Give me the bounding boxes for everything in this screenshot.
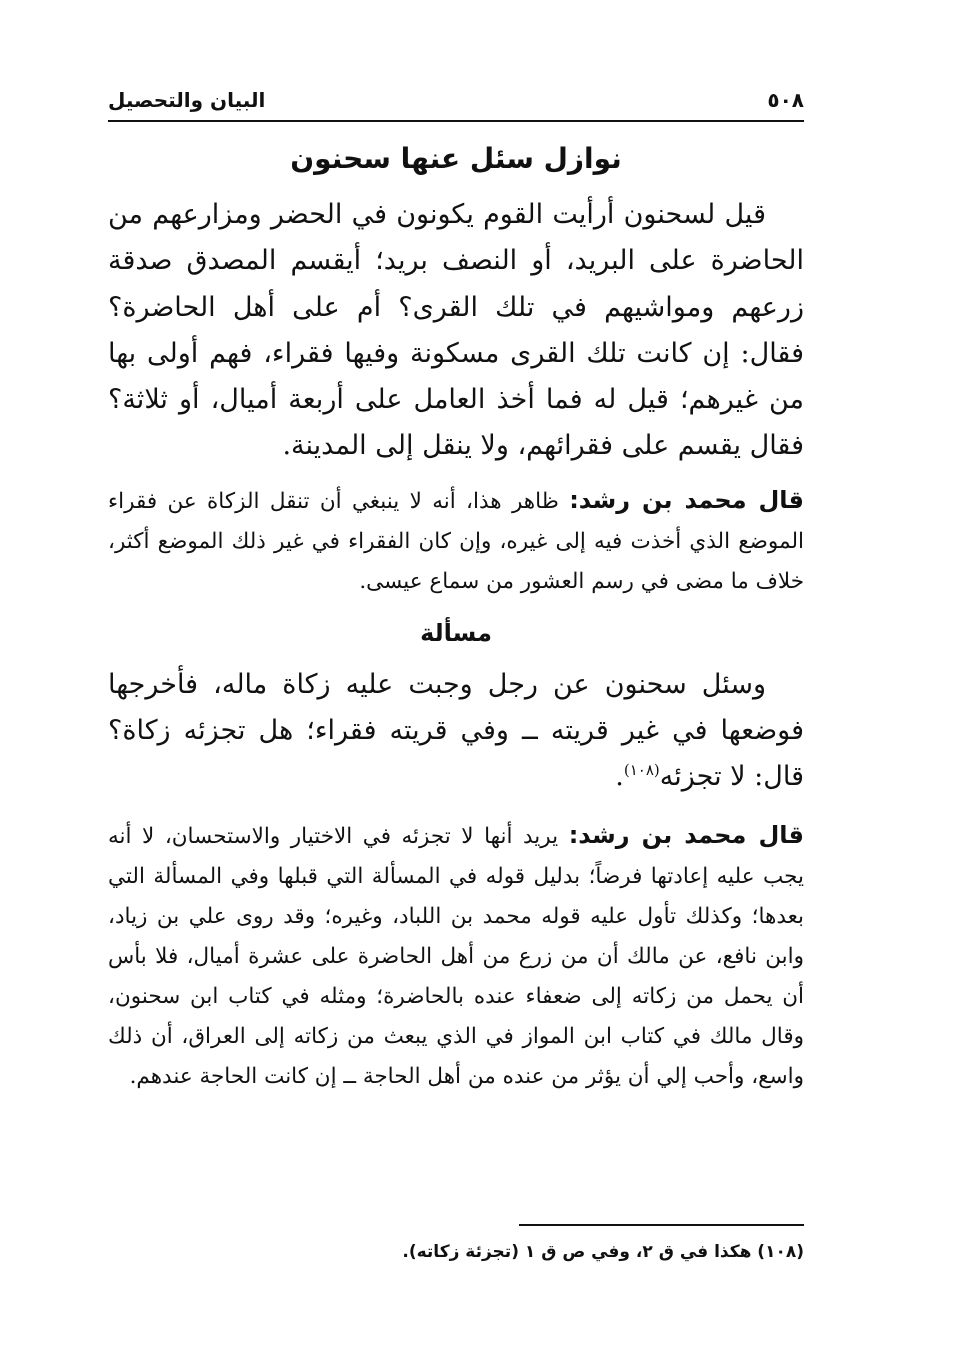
section-title: نوازل سئل عنها سحنون: [290, 142, 622, 175]
book-page: [108, 80, 804, 1097]
running-head: [108, 80, 804, 122]
paragraph-commentary-2: [108, 815, 804, 1097]
question-2-text: وسئل سحنون عن رجل وجبت عليه زكاة ماله، فأخرجها فوضعها في غير قريته ــ وفي قريته فقراء؛ هل تجزئه زكاة؟ قال: لا تجزئه: [108, 668, 804, 793]
footnote-reference[interactable]: (١٠٨): [623, 761, 660, 780]
paragraph-question-2: [108, 662, 804, 801]
subsection-title: مسألة: [420, 618, 492, 647]
page-number: ٥٠٨: [767, 88, 804, 112]
footnote-separator: [519, 1224, 804, 1226]
book-title: البيان والتحصيل: [108, 88, 266, 112]
commentary-lead: قال محمد بن رشد:: [569, 485, 804, 514]
commentary-lead: قال محمد بن رشد:: [568, 820, 804, 849]
paragraph-question-text: قيل لسحنون أرأيت القوم يكونون في الحضر ومزارعهم من الحاضرة على البريد، أو النصف بريد؛ أيقسم المصدق صدقة زرعهم ومواشيهم في تلك القرى؟ أم على أهل الحاضرة؟ فقال: إن كانت تلك القرى مسكونة وفيها فقراء، فهم أولى بها من غيرهم؛ قيل له فما أخذ العامل على أربعة أميال، أو ثلاثة؟ فقال يقسم على فقرائهم، ولا ينقل إلى المدينة.: [108, 199, 804, 462]
commentary-text: يريد أنها لا تجزئه في الاختيار والاستحسان، لا أنه يجب عليه إعادتها فرضاً؛ بدليل قوله في المسألة التي قبلها وفي المسألة التي بعدها؛ وكذلك تأول عليه قوله محمد بن اللباد، وغيره؛ وقد روى علي بن زياد، وابن نافع، عن مالك أن من زرع من أهل الحاضرة على عشرة أميال، فلا بأس أن يحمل من زكاته إلى ضعفاء عنده بالحاضرة؛ ومثله في كتاب ابن سحنون، وقال مالك في كتاب ابن المواز في الذي يبعث من زكاته إلى العراق، أن ذلك واسع، وأحب إلي أن يؤثر من عنده من أهل الحاجة ــ إن كانت الحاجة عندهم.: [108, 823, 804, 1089]
paragraph-commentary-1: [108, 480, 804, 602]
paragraph-question: [108, 192, 804, 470]
question-2-end: .: [615, 761, 624, 793]
commentary-text: ظاهر هذا، أنه لا ينبغي أن تنقل الزكاة عن فقراء الموضع الذي أخذت فيه إلى غيره، وإن كان الفقراء في غير ذلك الموضع أكثر، خلاف ما مضى في رسم العشور من سماع عيسى.: [108, 488, 804, 594]
footnote-text: (١٠٨) هكذا في ق ٢، وفي ص ق ١ (تجزئة زكاته).: [402, 1242, 804, 1262]
